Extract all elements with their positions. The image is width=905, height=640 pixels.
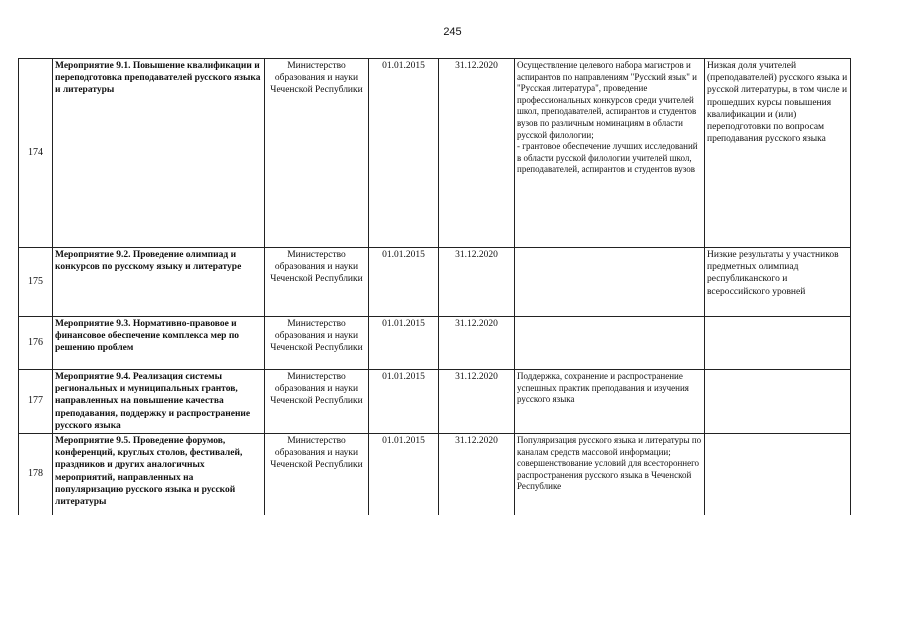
start-date-cell: 01.01.2015 (369, 370, 439, 434)
problem-cell: Низкие результаты у участников предметных олимпиад республиканского и всероссийского уровней (705, 248, 851, 317)
problem-cell (705, 370, 851, 434)
start-date-cell: 01.01.2015 (369, 59, 439, 248)
row-number: 176 (19, 317, 53, 370)
result-cell: Популяризация русского языка и литературы по каналам средств массовой информации; совершенствование условий для всестороннего распространения русского языка в Чеченской Республике (515, 434, 705, 515)
table-row (19, 59, 851, 248)
ministry-cell: Министерство образования и науки Чеченской Республики (265, 370, 369, 434)
problem-cell (705, 434, 851, 515)
table-row (19, 434, 851, 515)
problem-cell: Низкая доля учителей (преподавателей) русского языка и русской литературы, в том числе и прошедших курсы повышения квалификации и (или) переподготовки по вопросам преподавания русского языка (705, 59, 851, 248)
end-date-cell: 31.12.2020 (439, 434, 515, 515)
row-number: 177 (19, 370, 53, 434)
table-row (19, 317, 851, 370)
start-date-cell: 01.01.2015 (369, 248, 439, 317)
end-date-cell: 31.12.2020 (439, 248, 515, 317)
end-date-cell: 31.12.2020 (439, 370, 515, 434)
end-date-cell: 31.12.2020 (439, 317, 515, 370)
event-cell: Мероприятие 9.4. Реализация системы региональных и муниципальных грантов, направленных на повышение качества преподавания, поддержку и распространение русского языка (53, 370, 265, 434)
start-date-cell: 01.01.2015 (369, 317, 439, 370)
event-cell: Мероприятие 9.1. Повышение квалификации и переподготовка преподавателей русского языка и литературы (53, 59, 265, 248)
result-cell (515, 59, 705, 248)
row-number: 178 (19, 434, 53, 515)
result-cell (515, 317, 705, 370)
end-date-cell: 31.12.2020 (439, 59, 515, 248)
page-number: 245 (443, 26, 462, 38)
result-text: Осуществление целевого набора магистров и аспирантов по направлениям "Русский язык" и "Русская литература", проведение профессиональных конкурсов среди учителей школ, преподавателей, аспирантов и студентов вузов по различным номинациям в области русской филологии; - грантовое обеспечение лучших исследований в области русской филологии учителей школ, преподавателей, аспирантов и студентов вузов (517, 60, 698, 175)
table-row (19, 370, 851, 434)
ministry-cell: Министерство образования и науки Чеченской Республики (265, 59, 369, 248)
row-number: 174 (19, 59, 53, 248)
table-row (19, 248, 851, 317)
result-cell (515, 248, 705, 317)
problem-cell (705, 317, 851, 370)
ministry-cell: Министерство образования и науки Чеченской Республики (265, 248, 369, 317)
start-date-cell: 01.01.2015 (369, 434, 439, 515)
row-number: 175 (19, 248, 53, 317)
event-cell: Мероприятие 9.3. Нормативно-правовое и финансовое обеспечение комплекса мер по решению проблем (53, 317, 265, 370)
event-cell: Мероприятие 9.2. Проведение олимпиад и конкурсов по русскому языку и литературе (53, 248, 265, 317)
event-cell: Мероприятие 9.5. Проведение форумов, конференций, круглых столов, фестивалей, праздников и других аналогичных мероприятий, направленных на популяризацию русского языка и русской литературы (53, 434, 265, 515)
measures-table (18, 58, 851, 515)
ministry-cell: Министерство образования и науки Чеченской Республики (265, 317, 369, 370)
result-cell: Поддержка, сохранение и распространение успешных практик преподавания и изучения русского языка (515, 370, 705, 434)
ministry-cell: Министерство образования и науки Чеченской Республики (265, 434, 369, 515)
